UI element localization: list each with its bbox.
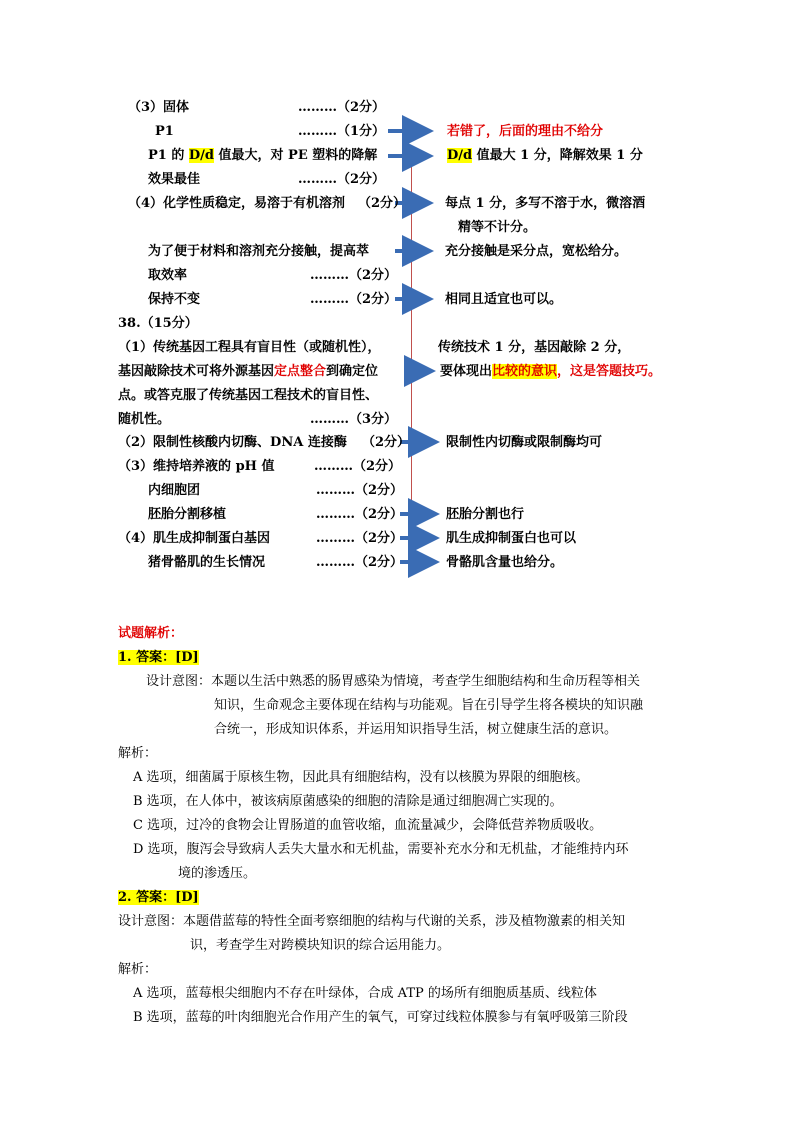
q38-1-note2: 要体现出比较的意识，这是答题技巧。	[440, 364, 662, 379]
p1-score: ………（1分）	[298, 124, 386, 139]
q2-design-line1: 设计意图：本题借蓝莓的特性全面考察细胞的结构与代谢的关系，涉及植物激素的相关知	[118, 914, 626, 929]
q38-4-note: 肌生成抑制蛋白也可以	[446, 531, 577, 546]
q38-1-note1: 传统技术 1 分，基因敲除 2 分，	[438, 340, 631, 355]
q38-2-label: （2）限制性核酸内切酶、DNA 连接酶	[118, 435, 347, 450]
q37-3-label: （3）固体	[128, 100, 190, 115]
q38-4-l2-score: ………（2分）	[316, 555, 404, 570]
q38-3-l2: 内细胞团	[148, 483, 201, 498]
q38-3-score: ………（2分）	[314, 459, 402, 474]
keep-label: 保持不变	[148, 292, 201, 307]
dd-note: D/d 值最大 1 分，降解效果 1 分	[447, 148, 643, 163]
q1-design-line3: 合统一，形成知识体系，并运用知识指导生活，树立健康生活的意识。	[214, 722, 618, 737]
q1-option-c: C 选项，过冷的食物会让胃肠道的血管收缩，血流量减少，会降低营养物质吸收。	[133, 818, 603, 833]
q2-option-b: B 选项，蓝莓的叶肉细胞光合作用产生的氧气，可穿过线粒体膜参与有氧呼吸第三阶段	[133, 1010, 628, 1025]
analysis-title: 试题解析：	[118, 626, 184, 641]
q1-jiexi: 解析：	[118, 746, 158, 761]
q38-1-score: ………（3分）	[310, 412, 398, 427]
q38-2-note: 限制性内切酶或限制酶均可	[446, 435, 603, 450]
q1-design-line2: 知识，生命观念主要体现在结构与功能观。旨在引导学生将各模块的知识融	[214, 698, 644, 713]
q38-3-l3-score: ………（2分）	[316, 507, 404, 522]
q38-4-l2: 猪骨骼肌的生长情况	[148, 555, 266, 570]
dd-line: P1 的 D/d 值最大，对 PE 塑料的降解	[148, 148, 378, 163]
q38-1-line1: （1）传统基因工程具有盲目性（或随机性），	[118, 340, 381, 355]
q1-option-d-line1: D 选项，腹泻会导致病人丢失大量水和无机盐，需要补充水分和无机盐，才能维持内环	[133, 842, 629, 857]
q38-3-l2-score: ………（2分）	[316, 483, 404, 498]
q2-design-line2: 识，考查学生对跨模块知识的综合运用能力。	[190, 938, 451, 953]
q38-heading: 38.（15分）	[118, 316, 198, 331]
q38-1-line3: 点。或答克服了传统基因工程技术的盲目性、	[118, 388, 379, 403]
keep-note: 相同且适宜也可以。	[445, 292, 563, 307]
efficiency-score: ………（2分）	[310, 268, 398, 283]
p1-note: 若错了，后面的理由不给分	[447, 124, 604, 139]
q1-design-line1: 设计意图：本题以生活中熟悉的肠胃感染为情境，考查学生细胞结构和生命历程等相关	[146, 674, 641, 689]
q38-3-l3-note: 胚胎分割也行	[446, 507, 525, 522]
q38-4-label: （4）肌生成抑制蛋白基因	[118, 531, 271, 546]
q1-option-b: B 选项，在人体中，被该病原菌感染的细胞的清除是通过细胞凋亡实现的。	[133, 794, 563, 809]
q2-answer: 2. 答案：[D]	[118, 890, 199, 905]
q1-option-d-line2: 境的渗透压。	[178, 866, 257, 881]
q38-1-line4: 随机性。	[118, 412, 171, 427]
q1-option-a: A 选项，细菌属于原核生物，因此具有细胞结构，没有以核膜为界限的细胞核。	[133, 770, 589, 785]
q37-4-note2: 精等不计分。	[458, 220, 537, 235]
q37-4-label: （4）化学性质稳定，易溶于有机溶剂	[128, 196, 346, 211]
q37-4-score: （2分）	[358, 196, 407, 211]
q37-3-score: ………（2分）	[298, 100, 386, 115]
q2-jiexi: 解析：	[118, 962, 158, 977]
efficiency-label: 取效率	[148, 268, 188, 283]
q38-4-l2-note: 骨骼肌含量也给分。	[446, 555, 564, 570]
p1-label: P1	[155, 124, 174, 139]
q2-option-a: A 选项，蓝莓根尖细胞内不存在叶绿体，合成 ATP 的场所有细胞质基质、线粒体	[133, 986, 597, 1001]
extract-note: 充分接触是采分点，宽松给分。	[445, 244, 628, 259]
extract-label: 为了便于材料和溶剂充分接触，提高萃	[148, 244, 370, 259]
effect-label: 效果最佳	[148, 172, 201, 187]
q1-answer: 1. 答案：[D]	[118, 650, 199, 665]
keep-score: ………（2分）	[310, 292, 398, 307]
q38-3-label: （3）维持培养液的 pH 值	[118, 459, 275, 474]
q38-4-score: ………（2分）	[316, 531, 404, 546]
q37-4-note1: 每点 1 分，多写不溶于水，微溶酒	[445, 196, 646, 211]
effect-score: ………（2分）	[298, 172, 386, 187]
q38-3-l3: 胚胎分割移植	[148, 507, 227, 522]
q38-1-line2: 基因敲除技术可将外源基因定点整合到确定位	[118, 364, 379, 379]
q38-2-score: （2分）	[362, 435, 411, 450]
